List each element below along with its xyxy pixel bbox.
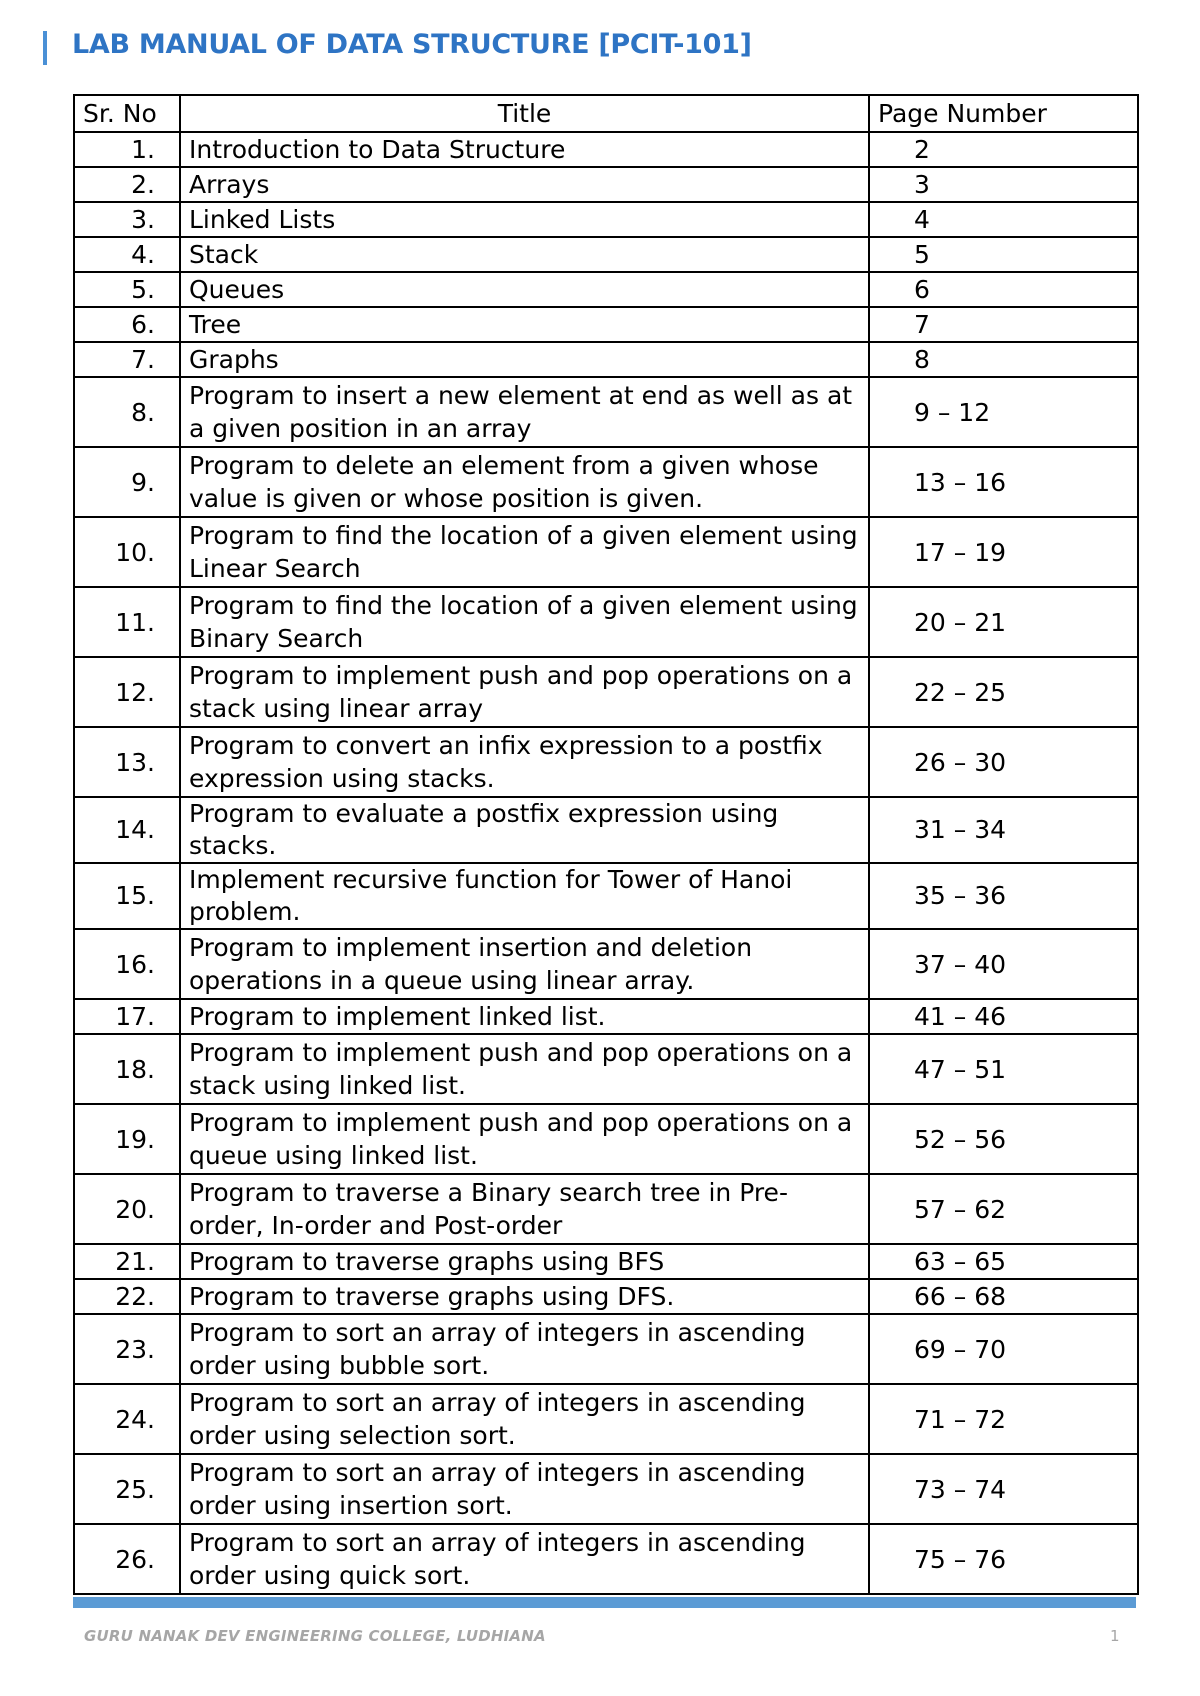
row-sr-no: 8. bbox=[74, 377, 180, 447]
row-page-number: 9 – 12 bbox=[869, 377, 1138, 447]
column-header-sr-no: Sr. No bbox=[74, 95, 180, 132]
table-row bbox=[74, 1244, 1138, 1279]
row-title: Program to traverse graphs using DFS. bbox=[180, 1279, 869, 1314]
row-title: Program to implement insertion and deletion operations in a queue using linear array. bbox=[180, 929, 869, 999]
row-title: Program to implement push and pop operations on a stack using linear array bbox=[180, 657, 869, 727]
row-page-number: 63 – 65 bbox=[869, 1244, 1138, 1279]
row-page-number: 66 – 68 bbox=[869, 1279, 1138, 1314]
table-row bbox=[74, 1279, 1138, 1314]
row-sr-no: 12. bbox=[74, 657, 180, 727]
row-page-number: 7 bbox=[869, 307, 1138, 342]
page-number: 1 bbox=[1110, 1627, 1120, 1645]
row-title: Stack bbox=[180, 237, 869, 272]
row-title: Arrays bbox=[180, 167, 869, 202]
row-title: Program to delete an element from a given whose value is given or whose position is given. bbox=[180, 447, 869, 517]
table-row bbox=[74, 517, 1138, 587]
row-sr-no: 2. bbox=[74, 167, 180, 202]
table-header-row bbox=[74, 95, 1138, 132]
row-title: Program to traverse graphs using BFS bbox=[180, 1244, 869, 1279]
table-row bbox=[74, 167, 1138, 202]
row-sr-no: 13. bbox=[74, 727, 180, 797]
row-sr-no: 17. bbox=[74, 999, 180, 1034]
row-page-number: 4 bbox=[869, 202, 1138, 237]
row-page-number: 47 – 51 bbox=[869, 1034, 1138, 1104]
row-title: Program to sort an array of integers in ascending order using bubble sort. bbox=[180, 1314, 869, 1384]
row-title: Program to sort an array of integers in ascending order using insertion sort. bbox=[180, 1454, 869, 1524]
table-row bbox=[74, 657, 1138, 727]
row-page-number: 73 – 74 bbox=[869, 1454, 1138, 1524]
row-sr-no: 15. bbox=[74, 863, 180, 929]
footer-institution: GURU NANAK DEV ENGINEERING COLLEGE, LUDHIANA bbox=[84, 1627, 546, 1645]
row-sr-no: 16. bbox=[74, 929, 180, 999]
table-row bbox=[74, 1034, 1138, 1104]
row-page-number: 5 bbox=[869, 237, 1138, 272]
row-sr-no: 20. bbox=[74, 1174, 180, 1244]
row-title: Program to convert an infix expression to a postfix expression using stacks. bbox=[180, 727, 869, 797]
row-sr-no: 7. bbox=[74, 342, 180, 377]
row-sr-no: 9. bbox=[74, 447, 180, 517]
table-row bbox=[74, 237, 1138, 272]
row-page-number: 6 bbox=[869, 272, 1138, 307]
row-sr-no: 23. bbox=[74, 1314, 180, 1384]
row-title: Program to traverse a Binary search tree in Pre-order, In-order and Post-order bbox=[180, 1174, 869, 1244]
row-title: Program to implement push and pop operations on a queue using linked list. bbox=[180, 1104, 869, 1174]
table-row bbox=[74, 342, 1138, 377]
contents-table bbox=[73, 94, 1139, 1595]
row-sr-no: 24. bbox=[74, 1384, 180, 1454]
row-page-number: 26 – 30 bbox=[869, 727, 1138, 797]
row-title: Program to implement push and pop operations on a stack using linked list. bbox=[180, 1034, 869, 1104]
table-row bbox=[74, 929, 1138, 999]
row-page-number: 31 – 34 bbox=[869, 797, 1138, 863]
table-row bbox=[74, 1454, 1138, 1524]
row-title: Introduction to Data Structure bbox=[180, 132, 869, 167]
row-page-number: 57 – 62 bbox=[869, 1174, 1138, 1244]
document-title: LAB MANUAL OF DATA STRUCTURE [PCIT-101] bbox=[72, 29, 752, 60]
column-header-page-number: Page Number bbox=[869, 95, 1138, 132]
row-title: Queues bbox=[180, 272, 869, 307]
table-row bbox=[74, 797, 1138, 863]
row-sr-no: 18. bbox=[74, 1034, 180, 1104]
row-title: Implement recursive function for Tower of Hanoi problem. bbox=[180, 863, 869, 929]
table-row bbox=[74, 1104, 1138, 1174]
row-sr-no: 10. bbox=[74, 517, 180, 587]
row-page-number: 37 – 40 bbox=[869, 929, 1138, 999]
row-title: Program to find the location of a given element using Linear Search bbox=[180, 517, 869, 587]
footer-accent-bar bbox=[73, 1597, 1136, 1608]
table-row bbox=[74, 272, 1138, 307]
table-row bbox=[74, 447, 1138, 517]
header-accent-bar bbox=[43, 31, 47, 65]
row-page-number: 3 bbox=[869, 167, 1138, 202]
row-sr-no: 11. bbox=[74, 587, 180, 657]
row-page-number: 20 – 21 bbox=[869, 587, 1138, 657]
table-row bbox=[74, 999, 1138, 1034]
row-page-number: 52 – 56 bbox=[869, 1104, 1138, 1174]
row-title: Graphs bbox=[180, 342, 869, 377]
row-title: Linked Lists bbox=[180, 202, 869, 237]
row-sr-no: 22. bbox=[74, 1279, 180, 1314]
column-header-title: Title bbox=[180, 95, 869, 132]
table-row bbox=[74, 1524, 1138, 1594]
row-title: Program to insert a new element at end as well as at a given position in an array bbox=[180, 377, 869, 447]
table-row bbox=[74, 1174, 1138, 1244]
table-row bbox=[74, 1314, 1138, 1384]
row-page-number: 8 bbox=[869, 342, 1138, 377]
row-page-number: 17 – 19 bbox=[869, 517, 1138, 587]
row-sr-no: 19. bbox=[74, 1104, 180, 1174]
row-page-number: 69 – 70 bbox=[869, 1314, 1138, 1384]
row-page-number: 41 – 46 bbox=[869, 999, 1138, 1034]
table-row bbox=[74, 727, 1138, 797]
row-title: Tree bbox=[180, 307, 869, 342]
table-row bbox=[74, 202, 1138, 237]
row-title: Program to find the location of a given element using Binary Search bbox=[180, 587, 869, 657]
table-body bbox=[74, 132, 1138, 1594]
table-row bbox=[74, 377, 1138, 447]
row-page-number: 35 – 36 bbox=[869, 863, 1138, 929]
row-page-number: 2 bbox=[869, 132, 1138, 167]
table-row bbox=[74, 1384, 1138, 1454]
row-page-number: 13 – 16 bbox=[869, 447, 1138, 517]
row-sr-no: 1. bbox=[74, 132, 180, 167]
row-sr-no: 25. bbox=[74, 1454, 180, 1524]
table-row bbox=[74, 587, 1138, 657]
row-sr-no: 3. bbox=[74, 202, 180, 237]
row-title: Program to evaluate a postfix expression using stacks. bbox=[180, 797, 869, 863]
row-sr-no: 26. bbox=[74, 1524, 180, 1594]
row-sr-no: 14. bbox=[74, 797, 180, 863]
row-sr-no: 6. bbox=[74, 307, 180, 342]
row-title: Program to sort an array of integers in ascending order using selection sort. bbox=[180, 1384, 869, 1454]
table-row bbox=[74, 132, 1138, 167]
table-row bbox=[74, 307, 1138, 342]
row-sr-no: 21. bbox=[74, 1244, 180, 1279]
table-row bbox=[74, 863, 1138, 929]
row-sr-no: 5. bbox=[74, 272, 180, 307]
row-sr-no: 4. bbox=[74, 237, 180, 272]
row-title: Program to implement linked list. bbox=[180, 999, 869, 1034]
row-page-number: 22 – 25 bbox=[869, 657, 1138, 727]
row-page-number: 75 – 76 bbox=[869, 1524, 1138, 1594]
row-page-number: 71 – 72 bbox=[869, 1384, 1138, 1454]
row-title: Program to sort an array of integers in ascending order using quick sort. bbox=[180, 1524, 869, 1594]
